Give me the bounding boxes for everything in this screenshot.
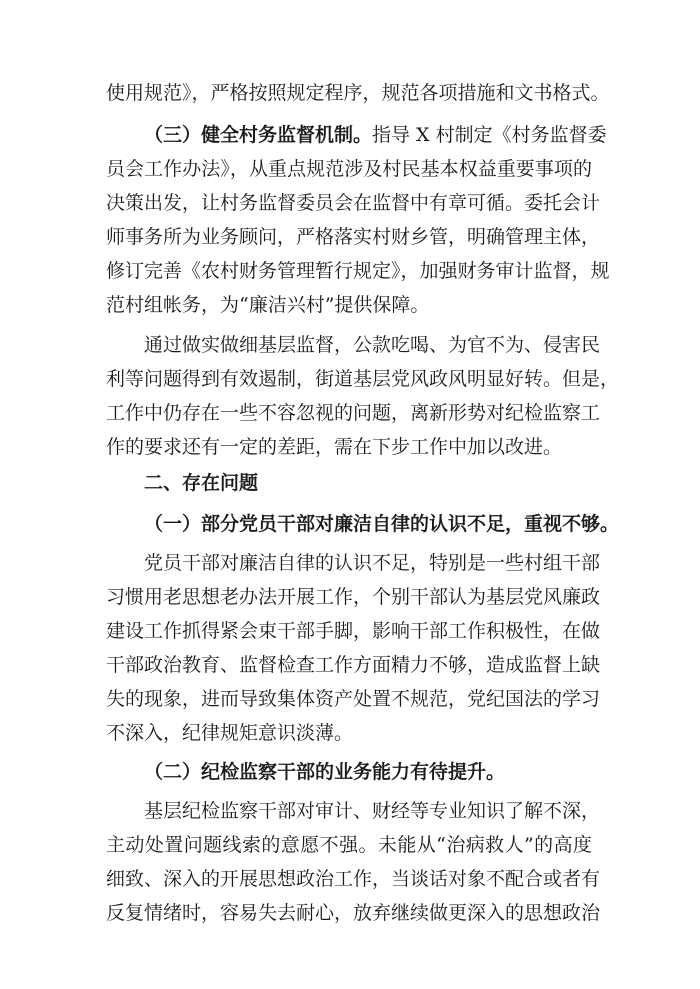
subsection-heading: （二）纪检监察干部的业务能力有待提升。 <box>144 761 506 783</box>
paragraph-line: 干部政治教育、监督检查工作方面精力不够，造成监督上缺 <box>106 654 601 676</box>
paragraph-line: 决策出发，让村务监督委员会在监督中有章可循。委托会计 <box>106 192 601 214</box>
paragraph-line: 不深入，纪律规矩意识淡薄。 <box>106 722 354 744</box>
paragraph-line: 范村组帐务，为“廉洁兴村”提供保障。 <box>106 294 430 316</box>
paragraph-first-line: 党员干部对廉洁自律的认识不足，特别是一些村组干部 <box>144 552 601 574</box>
paragraph-line: 主动处置问题线索的意愿不强。未能从“治病救人”的高度 <box>106 834 592 856</box>
subsection-heading: （一）部分党员干部对廉洁自律的认识不足，重视不够。 <box>144 513 620 535</box>
paragraph-line: 利等问题得到有效遏制，街道基层党风政风明显好转。但是， <box>106 368 620 390</box>
paragraph-first-line: 基层纪检监察干部对审计、财经等专业知识了解不深， <box>144 800 601 822</box>
paragraph-first-line <box>144 121 607 150</box>
section-heading: 二、存在问题 <box>144 472 259 494</box>
paragraph-line: 师事务所为业务顾问，严格落实村财乡管，明确管理主体， <box>106 226 601 248</box>
paragraph-text: 指导 X 村制定《村务监督委 <box>372 124 607 146</box>
paragraph-line: 习惯用老思想老办法开展工作，个别干部认为基层党风廉政 <box>106 586 601 608</box>
paragraph-line: 失的现象，进而导致集体资产处置不规范，党纪国法的学习 <box>106 688 601 710</box>
paragraph-line: 修订完善《农村财务管理暂行规定》，加强财务审计监督，规 <box>106 260 610 282</box>
paragraph-line: 作的要求还有一定的差距，需在下步工作中加以改进。 <box>106 436 563 458</box>
section-heading-inline: （三）健全村务监督机制。 <box>144 124 373 146</box>
paragraph-line: 工作中仍存在一些不容忽视的问题，离新形势对纪检监察工 <box>106 402 601 424</box>
paragraph-line: 细致、深入的开展思想政治工作，当谈话对象不配合或者有 <box>106 868 601 890</box>
paragraph-first-line: 通过做实做细基层监督，公款吃喝、为官不为、侵害民 <box>144 334 601 356</box>
paragraph-line: 反复情绪时，容易失去耐心，放弃继续做更深入的思想政治 <box>106 902 601 924</box>
paragraph-line: 使用规范》，严格按照规定程序，规范各项措施和文书格式。 <box>106 82 610 104</box>
paragraph-line: 建设工作抓得紧会束干部手脚，影响干部工作积极性，在做 <box>106 620 601 642</box>
paragraph-line: 员会工作办法》，从重点规范涉及村民基本权益重要事项的 <box>106 158 592 180</box>
